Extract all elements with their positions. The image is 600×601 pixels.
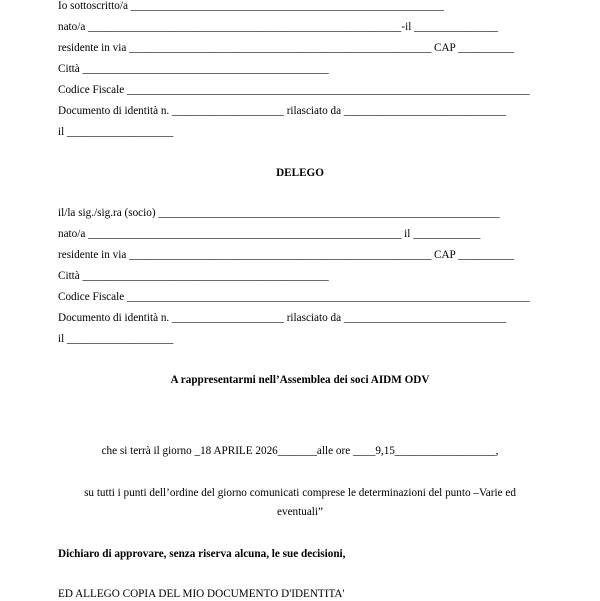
agenda-points-line-1: su tutti i punti dell’ordine del giorno comunicati comprese le determinazioni del punto –Varie ed: [84, 487, 516, 499]
delegate-issue-date-field: il ___________________: [58, 333, 174, 345]
delegator-city-field: Città ____________________________________________: [58, 63, 329, 75]
approval-declaration: Dichiaro di approvare, senza riserva alcuna, le sue decisioni,: [58, 548, 346, 560]
delegate-birth-field: nato/a ________________________________________________________ il ____________: [58, 228, 481, 240]
delegate-address-field: residente in via ______________________________________________________ CAP __________: [58, 249, 515, 261]
delegate-id-document-field: Documento di identità n. ____________________ rilasciato da _____________________________: [58, 312, 507, 324]
delegator-birth-field: nato/a ________________________________________________________-il _______________: [58, 21, 499, 33]
delego-heading: DELEGO: [276, 167, 324, 179]
delegator-address-field: residente in via ______________________________________________________ CAP __________: [58, 42, 515, 54]
delegate-city-field: Città ____________________________________________: [58, 270, 329, 282]
agenda-points-line-2: eventuali”: [277, 506, 323, 518]
document-attachment-note: ED ALLEGO COPIA DEL MIO DOCUMENTO D'IDENTITA': [58, 588, 345, 600]
delegate-tax-code-field: Codice Fiscale ________________________________________________________________________: [58, 291, 530, 303]
delegator-issue-date-field: il ___________________: [58, 126, 174, 138]
delegate-name-field: il/la sig./sig.ra (socio) _____________________________________________________________: [58, 207, 500, 219]
delegator-tax-code-field: Codice Fiscale ________________________________________________________________________: [58, 84, 530, 96]
delegator-id-document-field: Documento di identità n. ____________________ rilasciato da _____________________________: [58, 105, 507, 117]
meeting-date-time-line: che si terrà il giorno _18 APRILE 2026_______alle ore ____9,15__________________,: [101, 445, 499, 457]
assembly-representation-heading: A rappresentarmi nell’Assemblea dei soci AIDM ODV: [170, 374, 430, 386]
delegator-name-field: Io sottoscritto/a ________________________________________________________: [58, 0, 444, 12]
